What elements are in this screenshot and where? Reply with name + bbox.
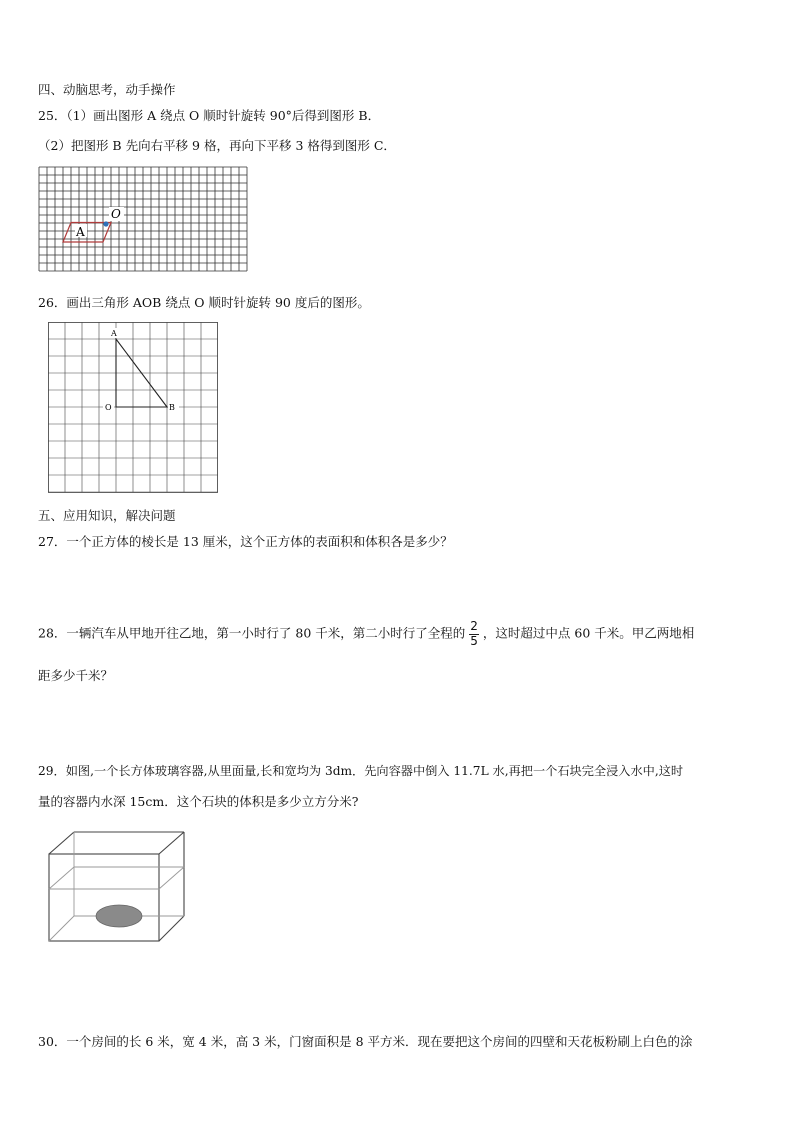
q29-line-1: 29．如图,一个长方体玻璃容器,从里面量,长和宽均为 3dm．先向容器中倒入 11.7L 水,再把一个石块完全浸入水中,这时	[38, 764, 684, 778]
q27-text: 27．一个正方体的棱长是 13 厘米，这个正方体的表面积和体积各是多少？	[38, 534, 453, 549]
q28-line-2: 距多少千米？	[38, 668, 114, 683]
section-5-title: 五、应用知识，解决问题	[38, 508, 176, 523]
label-a-q25: A	[76, 225, 85, 239]
q25-grid-figure	[38, 166, 254, 276]
q29-container-figure	[44, 830, 194, 945]
q26-text: 26．画出三角形 AOB 绕点 O 顺时针旋转 90 度后的图形。	[38, 295, 370, 310]
q28-text-after: ，这时超过中点 60 千米。甲乙两地相	[482, 625, 695, 641]
water-line	[49, 867, 184, 889]
q25-line-2: （2）把图形 B 先向右平移 9 格，再向下平移 3 格得到图形 C．	[38, 138, 396, 153]
label-o-q25: O	[111, 207, 121, 221]
q25-line-1: 25．（1）画出图形 A 绕点 O 顺时针旋转 90°后得到图形 B．	[38, 108, 381, 123]
q29-line-2: 量的容器内水深 15cm．这个石块的体积是多少立方分米?	[38, 794, 359, 809]
q26-grid-figure	[48, 322, 218, 493]
q28-text-before: 28．一辆汽车从甲地开往乙地，第一小时行了 80 千米，第二小时行了全程的	[38, 625, 466, 641]
label-a-q26: A	[111, 329, 117, 338]
q25-grid	[39, 167, 247, 271]
section-4-title: 四、动脑思考，动手操作	[38, 82, 176, 97]
q28-fraction	[469, 620, 479, 648]
q28-line-1	[38, 620, 758, 648]
q28-fraction-denominator: 5	[470, 634, 478, 648]
label-b-q26: B	[169, 403, 175, 412]
q30-text: 30．一个房间的长 6 米，宽 4 米，高 3 米，门窗面积是 8 平方米．现在要把这个房间的四壁和天花板粉刷上白色的涂	[38, 1034, 693, 1049]
q28-fraction-numerator: 2	[470, 619, 478, 633]
stone	[96, 905, 142, 927]
point-o	[103, 221, 108, 226]
label-o-q26: O	[105, 403, 112, 412]
